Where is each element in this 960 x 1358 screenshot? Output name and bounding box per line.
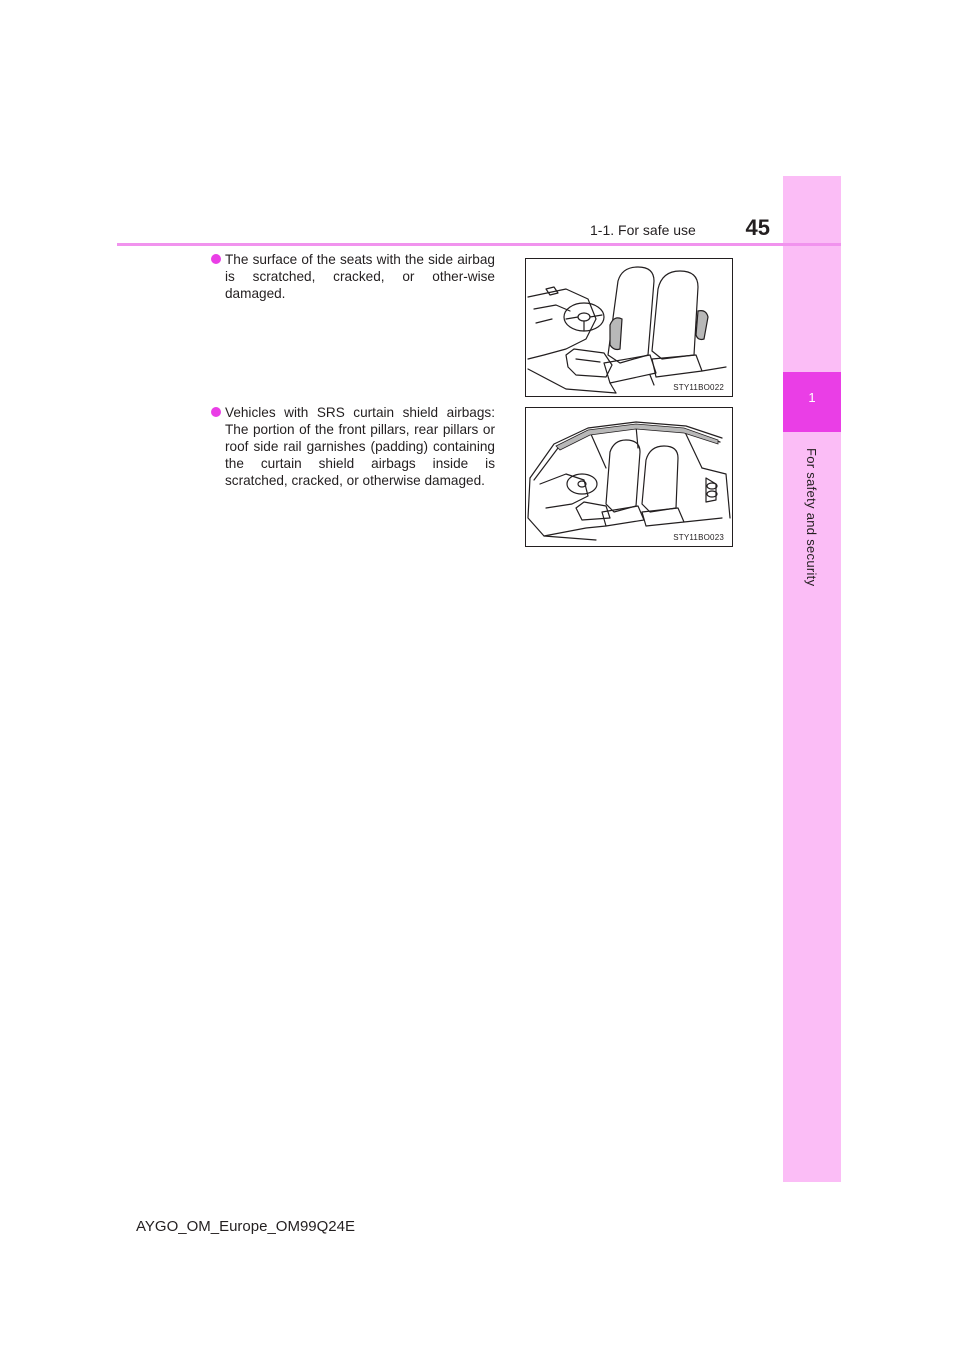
chapter-side-tab — [783, 176, 841, 1182]
section-title: 1-1. For safe use — [590, 222, 696, 238]
figure-code: STY11BO023 — [673, 533, 724, 542]
bullet-item-seat-surface — [225, 251, 495, 302]
seat-side-airbag-illustration — [526, 259, 732, 396]
bullet-dot-icon — [211, 407, 221, 417]
bullet-dot-icon — [211, 254, 221, 264]
bullet-text: The surface of the seats with the side airbag is scratched, cracked, or other-wise damaged. — [225, 252, 495, 301]
footer-document-code: AYGO_OM_Europe_OM99Q24E — [136, 1218, 355, 1235]
header-divider — [117, 243, 841, 246]
bullet-text: Vehicles with SRS curtain shield airbags: The portion of the front pillars, rear pillars or roof side rail garnishes (padding) containing the curtain shield airbags inside is scratched, cracked, or otherwise damaged. — [225, 405, 495, 488]
bullet-item-curtain-airbag — [225, 404, 495, 489]
figure-seat-side-airbag — [525, 258, 733, 397]
figure-code: STY11BO022 — [673, 383, 724, 392]
curtain-airbag-illustration — [526, 408, 732, 546]
page-number: 45 — [745, 215, 770, 240]
chapter-number: 1 — [808, 390, 816, 405]
chapter-title: For safety and security — [804, 448, 819, 587]
figure-curtain-shield-airbag — [525, 407, 733, 547]
